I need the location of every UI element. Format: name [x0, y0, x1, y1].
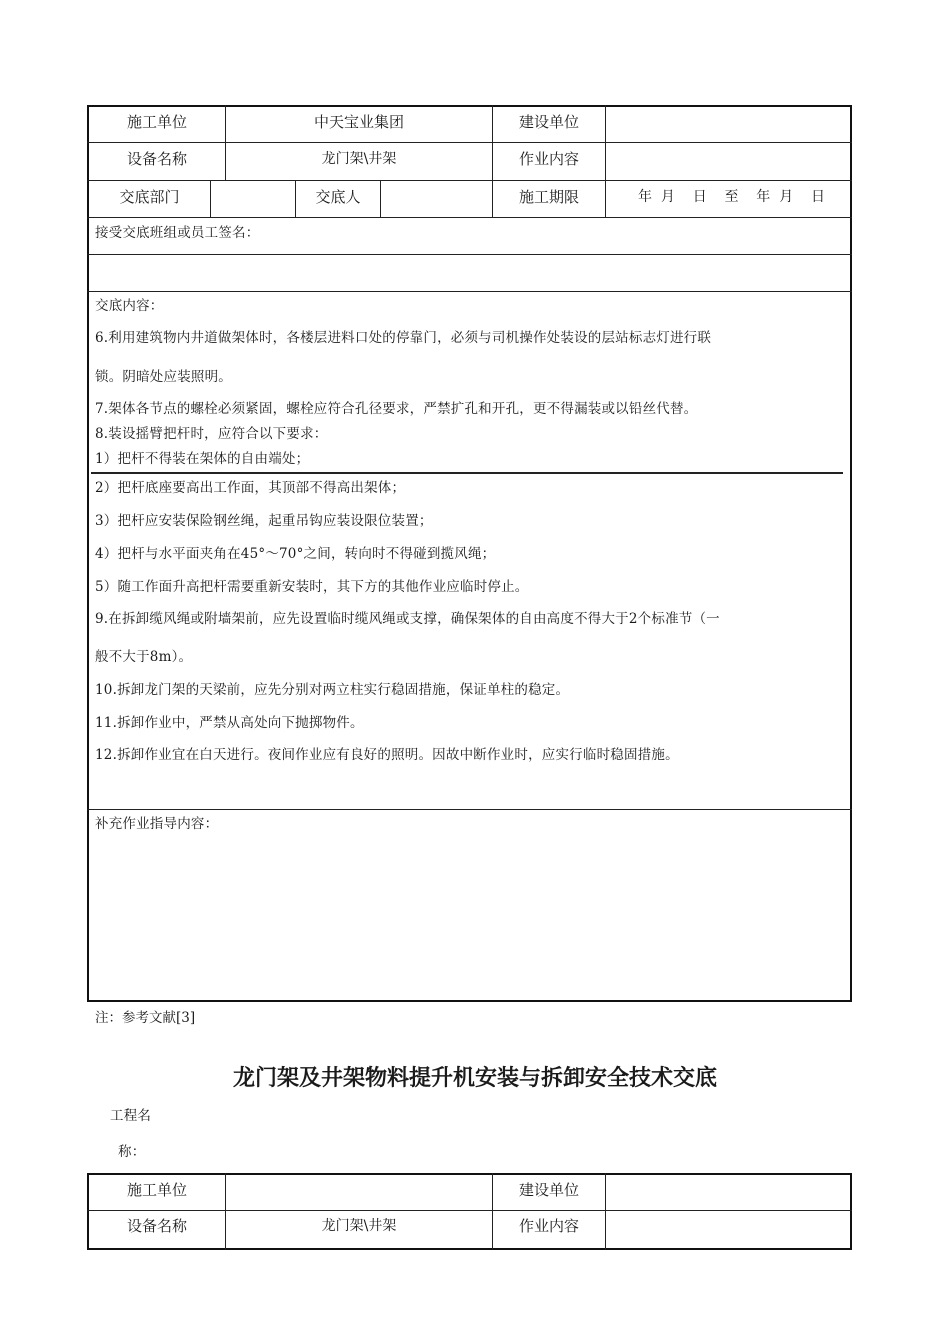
label-builder-unit: 建设单位 [518, 113, 579, 131]
supplement-label: 补充作业指导内容： [95, 816, 219, 832]
content-line: 1）把杆不得装在架体的自由端处； [95, 451, 310, 467]
row-divider [87, 809, 852, 810]
row-divider [87, 142, 852, 143]
content-line: 8.装设摇臂把杆时，应符合以下要求： [95, 426, 328, 442]
content-line: 4）把杆与水平面夹角在45°～70°之间，转向时不得碰到揽风绳； [95, 546, 496, 562]
content-divider [91, 472, 843, 474]
label-construction-unit: 施工单位 [126, 113, 187, 131]
signature-label: 接受交底班组或员工签名： [95, 225, 260, 241]
content-line: 9.在拆卸缆风绳或附墙架前，应先设置临时缆风绳或支撑，确保架体的自由高度不得大于2个标准节（一 [95, 611, 720, 627]
col-divider [380, 180, 381, 217]
col-divider [225, 1173, 226, 1250]
page-title: 龙门架及井架物料提升机安装与拆卸安全技术交底 [232, 1066, 717, 1091]
label-equipment-name: 设备名称 [126, 1217, 187, 1235]
content-line: 11.拆卸作业中，严禁从高处向下抛掷物件。 [95, 715, 364, 731]
label-work-content: 作业内容 [518, 1217, 579, 1235]
label-construction-period: 施工期限 [518, 188, 579, 206]
row-divider [87, 291, 852, 292]
col-divider [605, 1173, 606, 1250]
value-construction-period: 年 月 日 至 年 月 日 [638, 189, 826, 205]
value-equipment-name: 龙门架\井架 [321, 151, 397, 167]
content-line: 锁。阴暗处应装照明。 [95, 369, 232, 385]
col-divider [605, 105, 606, 217]
content-line: 10.拆卸龙门架的天梁前，应先分别对两立柱实行稳固措施，保证单柱的稳定。 [95, 682, 570, 698]
content-line: 3）把杆应安装保险钢丝绳，起重吊钩应装设限位装置； [95, 513, 433, 529]
label-equipment-name: 设备名称 [126, 150, 187, 168]
label-work-content: 作业内容 [518, 150, 579, 168]
col-divider [210, 180, 211, 217]
label-construction-unit: 施工单位 [126, 1181, 187, 1199]
project-name-label: 工程名 [110, 1108, 152, 1124]
content-line: 般不大于8m）。 [95, 649, 193, 665]
project-name-label-cont: 称： [118, 1144, 146, 1160]
label-briefing-dept: 交底部门 [119, 188, 180, 206]
row-divider [87, 180, 852, 181]
value-equipment-name: 龙门架\井架 [321, 1218, 397, 1234]
content-line: 6.利用建筑物内井道做架体时，各楼层进料口处的停靠门，必须与司机操作处装设的层站标志灯进行联 [95, 330, 712, 346]
content-line: 7.架体各节点的螺栓必须紧固，螺栓应符合孔径要求，严禁扩孔和开孔，更不得漏装或以铅丝代替。 [95, 401, 698, 417]
value-construction-unit: 中天宝业集团 [313, 113, 404, 131]
content-line: 12.拆卸作业宜在白天进行。夜间作业应有良好的照明。因故中断作业时，应实行临时稳固措施。 [95, 747, 679, 763]
reference-note: 注：参考文献[3] [95, 1010, 196, 1026]
row-divider [87, 254, 852, 255]
row-divider [87, 217, 852, 218]
row-divider [87, 1210, 852, 1211]
label-builder-unit: 建设单位 [518, 1181, 579, 1199]
content-line: 5）随工作面升高把杆需要重新安装时，其下方的其他作业应临时停止。 [95, 579, 529, 595]
content-label: 交底内容： [95, 298, 164, 314]
label-briefer: 交底人 [315, 188, 361, 206]
content-line: 2）把杆底座要高出工作面，其顶部不得高出架体； [95, 480, 406, 496]
